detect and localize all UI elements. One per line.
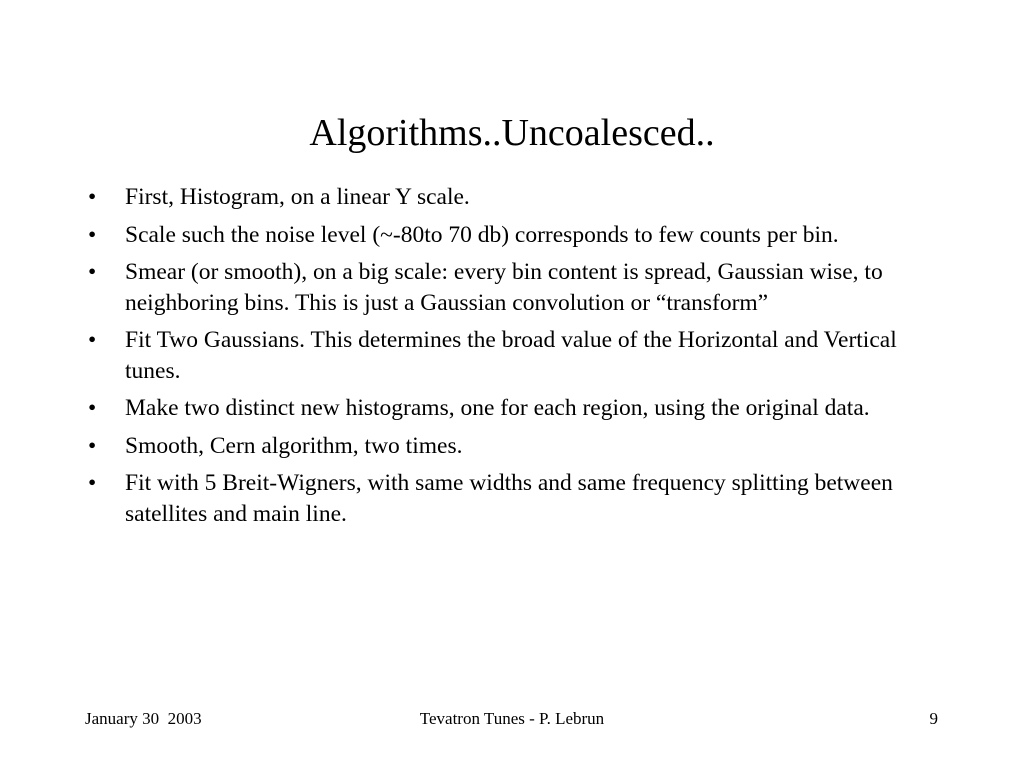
page-number: 9 (929, 709, 938, 728)
footer-title: Tevatron Tunes - P. Lebrun (419, 709, 605, 728)
bullet-item-5: • Make two distinct new histograms, one for each region, using the original data. (88, 393, 948, 424)
bullet-item-6: • Smooth, Cern algorithm, two times. (88, 431, 948, 462)
bullet-item-2: • Scale such the noise level (~-80to 70 db) corresponds to few counts per bin. (88, 220, 948, 251)
slide-title: Algorithms..Uncoalesced.. (309, 112, 715, 154)
bullet-item-7: • Fit with 5 Breit-Wigners, with same widths and same frequency splitting between satellites and main line. (88, 468, 948, 529)
footer-date: January 30 2003 (85, 709, 202, 728)
bullet-item-1: • First, Histogram, on a linear Y scale. (88, 182, 948, 213)
bullet-item-3: • Smear (or smooth), on a big scale: every bin content is spread, Gaussian wise, to neighboring bins. This is just a Gaussian convolution or “transform” (88, 257, 948, 318)
bullet-item-4: • Fit Two Gaussians. This determines the broad value of the Horizontal and Vertical tunes. (88, 325, 948, 386)
bullet-list (88, 182, 948, 536)
